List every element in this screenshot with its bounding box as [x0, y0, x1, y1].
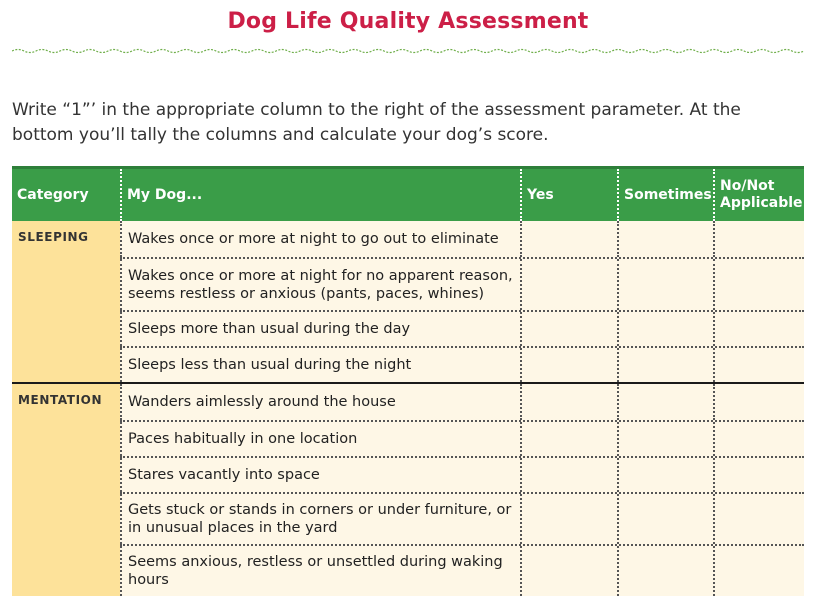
header-no-line2: Applicable: [720, 195, 803, 211]
header-my-dog: My Dog...: [120, 169, 520, 221]
row-text: Wakes once or more at night for no apparent reason, seems restless or anxious (pants, paces, whines): [120, 259, 520, 310]
no-cell[interactable]: [713, 422, 804, 456]
yes-cell[interactable]: [520, 221, 617, 257]
table-row: [120, 346, 804, 382]
yes-cell[interactable]: [520, 422, 617, 456]
yes-cell[interactable]: [520, 259, 617, 310]
no-cell[interactable]: [713, 458, 804, 492]
no-cell[interactable]: [713, 221, 804, 257]
row-text: Sleeps less than usual during the night: [120, 348, 520, 382]
section-mentation: [12, 382, 804, 596]
no-cell[interactable]: [713, 546, 804, 596]
no-cell[interactable]: [713, 384, 804, 420]
yes-cell[interactable]: [520, 312, 617, 346]
header-no-line1: No/Not: [720, 178, 775, 194]
table-row: [120, 544, 804, 596]
instructions-text: Write “1”’ in the appropriate column to the right of the assessment parameter. At the bottom you’ll tally the columns and calculate your dog’s score.: [12, 100, 741, 145]
row-text: Wanders aimlessly around the house: [120, 384, 520, 420]
sometimes-cell[interactable]: [617, 348, 713, 382]
no-cell[interactable]: [713, 312, 804, 346]
no-cell[interactable]: [713, 494, 804, 544]
category-label: MENTATION: [12, 384, 120, 596]
header-category: Category: [17, 186, 89, 203]
table-row: [120, 384, 804, 420]
header-yes: Yes: [520, 169, 617, 221]
yes-cell[interactable]: [520, 458, 617, 492]
table-row: [120, 310, 804, 346]
sometimes-cell[interactable]: [617, 384, 713, 420]
row-text: Wakes once or more at night to go out to eliminate: [120, 221, 520, 257]
title-divider: [12, 48, 804, 54]
header-sometimes: Sometimes: [617, 169, 713, 221]
table-row: [120, 257, 804, 310]
table-header: [12, 166, 804, 221]
yes-cell[interactable]: [520, 546, 617, 596]
row-text: Seems anxious, restless or unsettled during waking hours: [120, 546, 520, 596]
yes-cell[interactable]: [520, 348, 617, 382]
row-text: Stares vacantly into space: [120, 458, 520, 492]
category-label: SLEEPING: [12, 221, 120, 382]
sometimes-cell[interactable]: [617, 546, 713, 596]
table-row: [120, 456, 804, 492]
yes-cell[interactable]: [520, 384, 617, 420]
header-no-not-applicable: [713, 169, 804, 221]
section-sleeping: [12, 221, 804, 382]
row-text: Paces habitually in one location: [120, 422, 520, 456]
assessment-table: [12, 166, 804, 596]
no-cell[interactable]: [713, 348, 804, 382]
row-text: Gets stuck or stands in corners or under furniture, or in unusual places in the yard: [120, 494, 520, 544]
table-row: [120, 221, 804, 257]
sometimes-cell[interactable]: [617, 422, 713, 456]
sometimes-cell[interactable]: [617, 259, 713, 310]
table-row: [120, 492, 804, 544]
table-row: [120, 420, 804, 456]
sometimes-cell[interactable]: [617, 458, 713, 492]
page-title: Dog Life Quality Assessment: [227, 9, 589, 34]
sometimes-cell[interactable]: [617, 221, 713, 257]
yes-cell[interactable]: [520, 494, 617, 544]
no-cell[interactable]: [713, 259, 804, 310]
row-text: Sleeps more than usual during the day: [120, 312, 520, 346]
sometimes-cell[interactable]: [617, 494, 713, 544]
sometimes-cell[interactable]: [617, 312, 713, 346]
